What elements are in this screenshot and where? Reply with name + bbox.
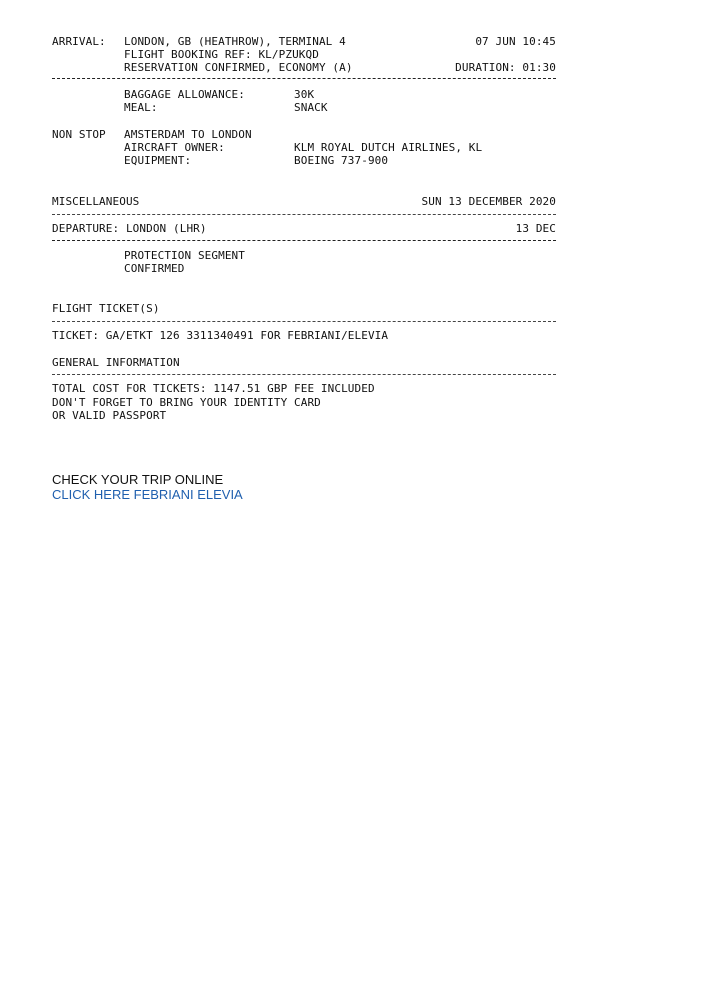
booking-ref: FLIGHT BOOKING REF: KL/PZUKQD bbox=[124, 48, 319, 61]
stop-type: NON STOP bbox=[52, 128, 106, 141]
route-row bbox=[52, 128, 556, 141]
route-text: AMSTERDAM TO LONDON bbox=[124, 128, 252, 141]
owner-value: KLM ROYAL DUTCH AIRLINES, KL bbox=[294, 141, 483, 154]
protection-row-2 bbox=[52, 262, 556, 275]
arrival-row bbox=[52, 35, 556, 48]
reservation-row bbox=[52, 61, 556, 74]
owner-row bbox=[52, 141, 556, 154]
divider bbox=[52, 214, 556, 215]
divider bbox=[52, 240, 556, 241]
equipment-label: EQUIPMENT: bbox=[124, 154, 192, 167]
misc-date: SUN 13 DECEMBER 2020 bbox=[421, 195, 556, 208]
reservation-status: RESERVATION CONFIRMED, ECONOMY (A) bbox=[124, 61, 353, 74]
ticket-row bbox=[52, 329, 556, 342]
general-row-3 bbox=[52, 409, 556, 422]
divider bbox=[52, 321, 556, 322]
general-title: GENERAL INFORMATION bbox=[52, 356, 180, 369]
meal-value: SNACK bbox=[294, 101, 328, 114]
baggage-label: BAGGAGE ALLOWANCE: bbox=[124, 88, 246, 101]
departure-text: DEPARTURE: LONDON (LHR) bbox=[52, 222, 207, 235]
trip-link[interactable]: CLICK HERE FEBRIANI ELEVIA bbox=[52, 487, 243, 502]
ticket-number: TICKET: GA/ETKT 126 3311340491 FOR FEBRIANI/ELEVIA bbox=[52, 329, 389, 342]
departure-row bbox=[52, 222, 556, 235]
divider bbox=[52, 78, 556, 79]
arrival-place: LONDON, GB (HEATHROW), TERMINAL 4 bbox=[124, 35, 346, 48]
divider bbox=[52, 374, 556, 375]
protection-segment: PROTECTION SEGMENT bbox=[124, 249, 246, 262]
baggage-row bbox=[52, 88, 556, 101]
arrival-label: ARRIVAL: bbox=[52, 35, 106, 48]
baggage-value: 30K bbox=[294, 88, 315, 101]
flight-duration: DURATION: 01:30 bbox=[455, 61, 556, 74]
booking-ref-row bbox=[52, 48, 556, 61]
tickets-header-row bbox=[52, 302, 556, 315]
general-row-1 bbox=[52, 382, 556, 395]
identity-reminder: DON'T FORGET TO BRING YOUR IDENTITY CARD bbox=[52, 396, 321, 409]
general-row-2 bbox=[52, 396, 556, 409]
meal-row bbox=[52, 101, 556, 114]
arrival-datetime: 07 JUN 10:45 bbox=[475, 35, 556, 48]
tickets-title: FLIGHT TICKET(S) bbox=[52, 302, 160, 315]
protection-status: CONFIRMED bbox=[124, 262, 185, 275]
equipment-value: BOEING 737-900 bbox=[294, 154, 389, 167]
general-header-row bbox=[52, 356, 556, 369]
protection-row-1 bbox=[52, 249, 556, 262]
equipment-row bbox=[52, 154, 556, 167]
meal-label: MEAL: bbox=[124, 101, 158, 114]
owner-label: AIRCRAFT OWNER: bbox=[124, 141, 225, 154]
total-cost: TOTAL COST FOR TICKETS: 1147.51 GBP FEE INCLUDED bbox=[52, 382, 375, 395]
passport-reminder: OR VALID PASSPORT bbox=[52, 409, 167, 422]
misc-header-row bbox=[52, 195, 556, 208]
check-trip-heading: CHECK YOUR TRIP ONLINE bbox=[52, 472, 224, 487]
departure-date: 13 DEC bbox=[515, 222, 556, 235]
misc-title: MISCELLANEOUS bbox=[52, 195, 140, 208]
